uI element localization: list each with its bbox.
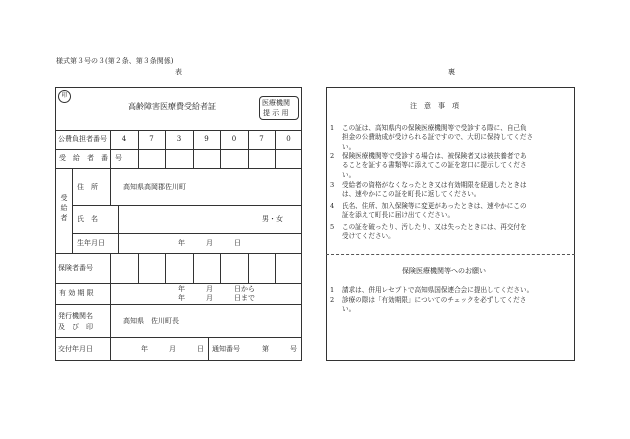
birth-label: 生年月日: [77, 239, 105, 247]
col-line: [193, 149, 194, 168]
front-label: 表: [175, 68, 182, 76]
recipient-label: [55, 194, 72, 224]
sex-options: 男・女: [262, 215, 283, 223]
note-text: 保険医療機関等で受診する場合は、被保険者又は被扶養者であ ることを証する書類等に添えてこの証を窓口に提示してくださ い。: [342, 152, 527, 179]
notice-label: 通知番号: [212, 345, 240, 353]
col-line: [110, 168, 111, 205]
row-line: [72, 205, 302, 206]
payer-digit: 4: [121, 135, 127, 143]
note-text: この証は、高知県内の保険医療機関等で受診する際に、自己負 担金の公費助成が受けられる証ですので、大切に保持してくださ い。: [342, 124, 534, 151]
validity-to: 年 月 日まで: [178, 294, 255, 302]
request-text: 診療の際は「有効期限」についてのチェックを必ずしてくださ い。: [342, 296, 527, 314]
payer-digit: 3: [176, 135, 182, 143]
row-line: [55, 253, 302, 254]
back-label: 裏: [448, 68, 455, 76]
seal-icon: [58, 90, 71, 103]
col-line: [110, 253, 111, 361]
col-line: [248, 253, 249, 283]
row-line: [55, 337, 302, 338]
col-line: [275, 149, 276, 168]
payer-digit: 0: [231, 135, 237, 143]
seal-character: 印: [61, 92, 68, 99]
row-line: [72, 233, 302, 234]
request-title: 保険医療機関等へのお願い: [402, 267, 486, 275]
payer-digit: 9: [204, 135, 209, 143]
address-value: 高知県高岡郡佐川町: [123, 183, 186, 191]
note-text: 氏名、住所、加入保険等に変更があったときは、速やかにこの 証を添えて町長に届け出てください。: [342, 202, 527, 220]
card-title: 高齢障害医療費受給者証: [128, 102, 216, 111]
note-number: 3: [330, 181, 335, 189]
col-line: [248, 149, 249, 168]
row-line: [55, 283, 302, 284]
notes-title: 注 意 事 項: [410, 102, 459, 110]
request-text: 請求は、併用レセプトで高知県国保連合会に提出してください。: [342, 286, 534, 294]
note-text: この証を破ったり、汚したり、又は失ったときには、再交付を 受けてください。: [342, 223, 527, 241]
insurer-label: 保険者番号: [58, 264, 93, 272]
name-label: 氏 名: [77, 215, 98, 223]
col-line: [72, 168, 73, 253]
validity-label: 有 効 期 限: [59, 289, 94, 297]
issue-date-label: 交付年月日: [58, 345, 93, 353]
address-label: 住 所: [77, 183, 98, 191]
col-line: [138, 149, 139, 168]
issuer-value: 高知県 佐川町長: [123, 317, 179, 325]
section-divider: [326, 254, 575, 255]
col-line: [220, 149, 221, 168]
note-text: 受給者の資格がなくなったとき又は有効期限を経過したときは は、速やかにこの証を町長に返してください。: [342, 181, 527, 199]
row-line: [55, 168, 302, 169]
payer-digit: 0: [286, 135, 291, 143]
birth-value: 年 月 日: [178, 239, 241, 247]
request-number: 1: [330, 286, 335, 294]
row-line: [55, 149, 302, 150]
issuer-label-2: 及 び 印: [58, 323, 93, 331]
note-number: 2: [330, 152, 335, 160]
row-line: [55, 130, 302, 131]
payer-number-label: 公費負担者番号: [58, 135, 107, 143]
payer-digit: 7: [149, 135, 154, 143]
notice-suffix: 第 号: [262, 345, 297, 353]
request-number: 2: [330, 296, 335, 304]
row-line: [55, 304, 302, 305]
payer-digit: 7: [259, 135, 264, 143]
issue-date-value: 年 月 日: [141, 345, 204, 353]
col-line: [275, 253, 276, 283]
col-line: [208, 337, 209, 361]
recipient-label-text: 受給者: [60, 194, 68, 224]
medical-box: [259, 96, 299, 120]
col-line: [165, 253, 166, 283]
col-line: [118, 205, 119, 253]
col-line: [220, 253, 221, 283]
col-line: [165, 149, 166, 168]
validity-from: 年 月 日から: [178, 285, 255, 293]
medical-box-line2: 提 示 用: [263, 109, 289, 117]
issuer-label-1: 発行機関名: [58, 312, 93, 320]
form-number: 様式第３号の３(第２条、第３条関係): [56, 57, 174, 65]
col-line: [193, 253, 194, 283]
note-number: 5: [330, 223, 335, 231]
note-number: 4: [330, 202, 335, 210]
recipient-number-label: 受 給 者 番 号: [59, 154, 122, 162]
col-line: [138, 253, 139, 283]
note-number: 1: [330, 124, 335, 132]
medical-box-line1: 医療機関: [262, 99, 290, 107]
